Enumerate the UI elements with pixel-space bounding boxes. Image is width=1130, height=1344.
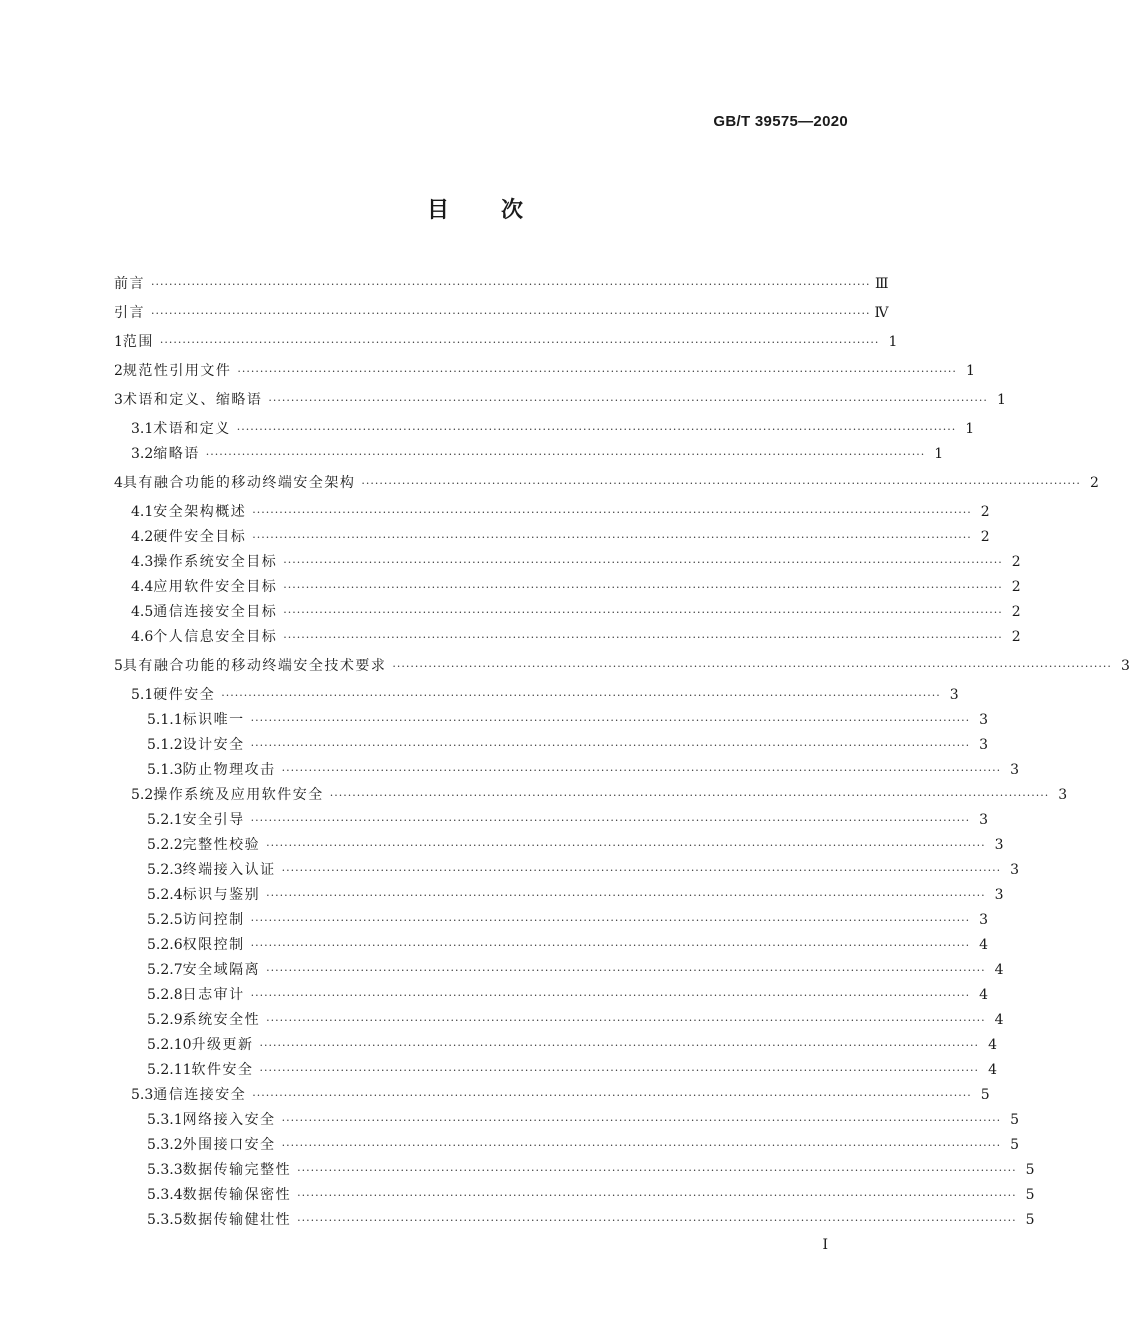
toc-dot-leader: ································································································································································ <box>250 814 971 827</box>
toc-dot-leader: ································································································································································ <box>250 989 971 1002</box>
toc-entry[interactable] <box>114 471 1099 495</box>
toc-entry-page: Ⅳ <box>874 305 889 321</box>
toc-entry[interactable] <box>114 550 1021 574</box>
toc-entry-number: 5.3.3 <box>147 1162 183 1178</box>
toc-entry-page: 1 <box>934 446 944 462</box>
toc-entry-page: 2 <box>1011 604 1021 620</box>
toc-entry-page: 1 <box>965 421 975 437</box>
toc-entry[interactable] <box>114 388 1006 412</box>
toc-entry[interactable] <box>114 1058 997 1082</box>
toc-entry-page: 3 <box>1120 658 1130 674</box>
toc-entry-number: 5.2.5 <box>147 912 183 928</box>
toc-entry-title: 数据传输保密性 <box>182 1187 292 1203</box>
toc-entry-title: 升级更新 <box>191 1037 254 1053</box>
toc-entry-page: 3 <box>1010 762 1020 778</box>
toc-entry-page: 5 <box>980 1087 990 1103</box>
toc-dot-leader: ································································································································································ <box>266 889 986 902</box>
toc-entry-title: 软件安全 <box>191 1062 254 1078</box>
toc-entry-page: 1 <box>996 392 1006 408</box>
toc-entry-number: 4.6 <box>131 629 154 645</box>
toc-entry[interactable] <box>114 758 1020 782</box>
toc-entry-title: 具有融合功能的移动终端安全架构 <box>122 475 356 491</box>
toc-entry[interactable] <box>114 1133 1020 1157</box>
toc-entry-title: 终端接入认证 <box>182 862 276 878</box>
title-char-2: 次 <box>501 198 524 223</box>
toc-entry-number: 3.1 <box>131 421 154 437</box>
toc-dot-leader: ································································································································································ <box>283 581 1003 594</box>
toc-entry-title: 规范性引用文件 <box>122 363 232 379</box>
toc-dot-leader: ································································································································································ <box>268 394 988 407</box>
toc-entry-number: 5.2.10 <box>147 1037 192 1053</box>
toc-entry-number: 4.2 <box>131 529 154 545</box>
toc-entry-title: 外围接口安全 <box>182 1137 276 1153</box>
toc-entry[interactable] <box>114 442 944 466</box>
toc-entry-page: 3 <box>979 812 989 828</box>
page-number: I <box>822 1237 828 1253</box>
toc-entry[interactable] <box>114 525 990 549</box>
toc-entry-page: 3 <box>979 912 989 928</box>
toc-dot-leader: ································································································································································ <box>281 764 1002 777</box>
toc-entry-title: 权限控制 <box>182 937 245 953</box>
toc-entry-number: 2 <box>114 363 123 379</box>
toc-entry[interactable] <box>114 1208 1035 1232</box>
toc-entry[interactable] <box>114 1083 990 1107</box>
toc-entry-number: 4.5 <box>131 604 154 620</box>
toc-dot-leader: ································································································································································ <box>259 1064 979 1077</box>
toc-dot-leader: ································································································································································ <box>221 689 941 702</box>
toc-dot-leader: ································································································································································ <box>250 739 971 752</box>
toc-dot-leader: ································································································································································ <box>151 307 871 320</box>
toc-entry-number: 3 <box>114 392 123 408</box>
toc-dot-leader: ································································································································································ <box>252 531 972 544</box>
toc-entry-number: 5.1.1 <box>147 712 183 728</box>
toc-entry-title: 前言 <box>114 276 145 292</box>
toc-entry-title: 范围 <box>122 334 154 350</box>
toc-dot-leader: ································································································································································ <box>237 365 957 378</box>
toc-dot-leader: ································································································································································ <box>252 1089 972 1102</box>
toc-dot-leader: ································································································································································ <box>266 839 986 852</box>
toc-entry-page: 4 <box>988 1037 997 1053</box>
standard-code: GB/T 39575—2020 <box>713 113 848 130</box>
toc-entry[interactable] <box>114 330 898 354</box>
toc-entry-number: 5.1.3 <box>147 762 183 778</box>
toc-entry[interactable] <box>114 1033 997 1057</box>
toc-dot-leader: ································································································································································ <box>266 1014 986 1027</box>
toc-entry-page: 5 <box>1025 1212 1035 1228</box>
toc-entry-title: 访问控制 <box>182 912 245 928</box>
toc-entry-title: 数据传输健壮性 <box>182 1212 292 1228</box>
toc-entry-page: 3 <box>949 687 959 703</box>
toc-entry-page: 2 <box>1011 554 1021 570</box>
page-title <box>0 193 950 224</box>
toc-entry[interactable] <box>114 625 1021 649</box>
toc-entry-title: 数据传输完整性 <box>182 1162 292 1178</box>
toc-dot-leader: ································································································································································ <box>281 1114 1002 1127</box>
toc-dot-leader: ································································································································································ <box>250 914 971 927</box>
toc-entry-page: 4 <box>979 987 989 1003</box>
toc-entry[interactable] <box>114 733 989 757</box>
toc-entry[interactable] <box>114 983 989 1007</box>
toc-entry-title: 缩略语 <box>153 446 200 462</box>
toc-entry-number: 5.2.1 <box>147 812 183 828</box>
toc-entry-title: 防止物理攻击 <box>182 762 276 778</box>
toc-entry-page: 3 <box>994 837 1004 853</box>
toc-dot-leader: ································································································································································ <box>283 606 1003 619</box>
toc-entry-page: 2 <box>980 529 990 545</box>
toc-entry-number: 4.1 <box>131 504 154 520</box>
toc-dot-leader: ································································································································································ <box>297 1214 1017 1227</box>
toc-entry-page: 3 <box>994 887 1004 903</box>
toc-dot-leader: ································································································································································ <box>250 939 971 952</box>
toc-entry-title: 标识与鉴别 <box>182 887 261 903</box>
toc-dot-leader: ································································································································································ <box>392 660 1112 673</box>
toc-entry-number: 4.4 <box>131 579 154 595</box>
toc-entry-number: 5.2.7 <box>147 962 183 978</box>
toc-entry-page: 3 <box>1058 787 1068 803</box>
toc-entry-title: 系统安全性 <box>182 1012 261 1028</box>
toc-entry[interactable] <box>114 683 959 707</box>
toc-entry-title: 操作系统安全目标 <box>153 554 278 570</box>
toc-entry-title: 个人信息安全目标 <box>153 629 278 645</box>
toc-entry-title: 安全域隔离 <box>182 962 261 978</box>
toc-dot-leader: ································································································································································ <box>236 423 957 436</box>
toc-entry[interactable] <box>114 858 1020 882</box>
toc-entry[interactable] <box>114 783 1068 807</box>
toc-entry-title: 标识唯一 <box>182 712 245 728</box>
toc-entry-number: 5.3 <box>131 1087 154 1103</box>
toc-entry-page: 3 <box>1010 862 1020 878</box>
toc-dot-leader: ································································································································································ <box>252 506 972 519</box>
toc-entry-title: 术语和定义 <box>153 421 231 437</box>
toc-entry-page: 5 <box>1025 1162 1035 1178</box>
toc-entry-number: 5.2.8 <box>147 987 183 1003</box>
toc-entry-number: 5.3.4 <box>147 1187 183 1203</box>
toc-entry-number: 5.3.5 <box>147 1212 183 1228</box>
toc-entry[interactable] <box>114 1183 1035 1207</box>
toc-entry[interactable] <box>114 654 1130 678</box>
toc-entry-page: 5 <box>1010 1137 1020 1153</box>
toc-entry[interactable] <box>114 883 1004 907</box>
toc-entry-number: 5.3.2 <box>147 1137 183 1153</box>
toc-dot-leader: ································································································································································ <box>259 1039 979 1052</box>
toc-entry-number: 5.1 <box>131 687 154 703</box>
toc-entry[interactable] <box>114 908 989 932</box>
toc-entry[interactable] <box>114 301 889 325</box>
toc-entry-page: 5 <box>1010 1112 1020 1128</box>
toc-entry-page: 2 <box>1011 629 1021 645</box>
toc-dot-leader: ································································································································································ <box>297 1164 1017 1177</box>
toc-entry-number: 1 <box>114 334 123 350</box>
toc-entry[interactable] <box>114 1158 1035 1182</box>
toc-entry-title: 引言 <box>114 305 145 321</box>
toc-entry-number: 5.2.2 <box>147 837 183 853</box>
toc-entry[interactable] <box>114 833 1004 857</box>
title-char-1: 目 <box>426 198 449 223</box>
toc-entry-page: 4 <box>994 962 1004 978</box>
toc-entry-number: 5.2.9 <box>147 1012 183 1028</box>
toc-entry-title: 通信连接安全目标 <box>153 604 278 620</box>
toc-entry-number: 5.2.3 <box>147 862 183 878</box>
toc-entry-page: 4 <box>988 1062 997 1078</box>
toc-entry-page: 1 <box>965 363 975 379</box>
toc-entry-page: 1 <box>888 334 898 350</box>
toc-entry[interactable] <box>114 359 975 383</box>
toc-entry-title: 网络接入安全 <box>182 1112 276 1128</box>
toc-dot-leader: ································································································································································ <box>281 1139 1002 1152</box>
toc-entry-number: 5.2.4 <box>147 887 183 903</box>
toc-entry-number: 4 <box>114 475 123 491</box>
toc-entry[interactable] <box>114 808 989 832</box>
toc-entry-page: 3 <box>979 737 989 753</box>
toc-entry-page: 4 <box>994 1012 1004 1028</box>
toc-entry-title: 设计安全 <box>182 737 245 753</box>
toc-dot-leader: ································································································································································ <box>297 1189 1017 1202</box>
toc-entry-title: 日志审计 <box>182 987 245 1003</box>
toc-entry-number: 5.2.6 <box>147 937 183 953</box>
toc-entry-page: 3 <box>979 712 989 728</box>
toc-entry-title: 应用软件安全目标 <box>153 579 278 595</box>
toc-dot-leader: ································································································································································ <box>250 714 971 727</box>
toc-entry-page: 2 <box>1011 579 1021 595</box>
toc-dot-leader: ································································································································································ <box>159 336 880 349</box>
toc-entry[interactable] <box>114 958 1004 982</box>
toc-entry[interactable] <box>114 933 989 957</box>
toc-entry[interactable] <box>114 417 975 441</box>
toc-dot-leader: ································································································································································ <box>283 556 1003 569</box>
toc-entry-title: 硬件安全 <box>153 687 216 703</box>
toc-dot-leader: ································································································································································ <box>151 278 871 291</box>
toc-entry-number: 4.3 <box>131 554 154 570</box>
toc-entry[interactable] <box>114 1108 1020 1132</box>
toc-dot-leader: ································································································································································ <box>205 448 926 461</box>
toc-entry-page: Ⅲ <box>874 276 889 292</box>
toc-entry-page: 5 <box>1025 1187 1035 1203</box>
toc-dot-leader: ································································································································································ <box>361 477 1081 490</box>
toc-entry-title: 操作系统及应用软件安全 <box>153 787 324 803</box>
toc-entry[interactable] <box>114 272 889 296</box>
toc-entry-title: 完整性校验 <box>182 837 261 853</box>
toc-dot-leader: ································································································································································ <box>281 864 1002 877</box>
toc-dot-leader: ································································································································································ <box>266 964 986 977</box>
toc-entry-title: 安全引导 <box>182 812 245 828</box>
toc-entry-number: 5.2 <box>131 787 154 803</box>
toc-entry[interactable] <box>114 500 990 524</box>
toc-dot-leader: ································································································································································ <box>329 789 1050 802</box>
toc-entry-title: 安全架构概述 <box>153 504 247 520</box>
toc-entry[interactable] <box>114 575 1021 599</box>
toc-entry-number: 5.3.1 <box>147 1112 183 1128</box>
toc-entry-number: 5.1.2 <box>147 737 183 753</box>
toc-entry-title: 术语和定义、缩略语 <box>122 392 263 408</box>
toc-entry-number: 5.2.11 <box>147 1062 192 1078</box>
toc-entry-page: 2 <box>980 504 990 520</box>
toc-entry-title: 硬件安全目标 <box>153 529 247 545</box>
toc-entry[interactable] <box>114 1008 1004 1032</box>
toc-entry-number: 5 <box>114 658 123 674</box>
toc-dot-leader: ································································································································································ <box>283 631 1003 644</box>
toc-entry[interactable] <box>114 708 989 732</box>
toc-entry-page: 2 <box>1089 475 1099 491</box>
toc-entry-title: 通信连接安全 <box>153 1087 247 1103</box>
toc-entry-number: 3.2 <box>131 446 154 462</box>
toc-entry[interactable] <box>114 600 1021 624</box>
toc-entry-title: 具有融合功能的移动终端安全技术要求 <box>122 658 387 674</box>
toc-entry-page: 4 <box>979 937 989 953</box>
